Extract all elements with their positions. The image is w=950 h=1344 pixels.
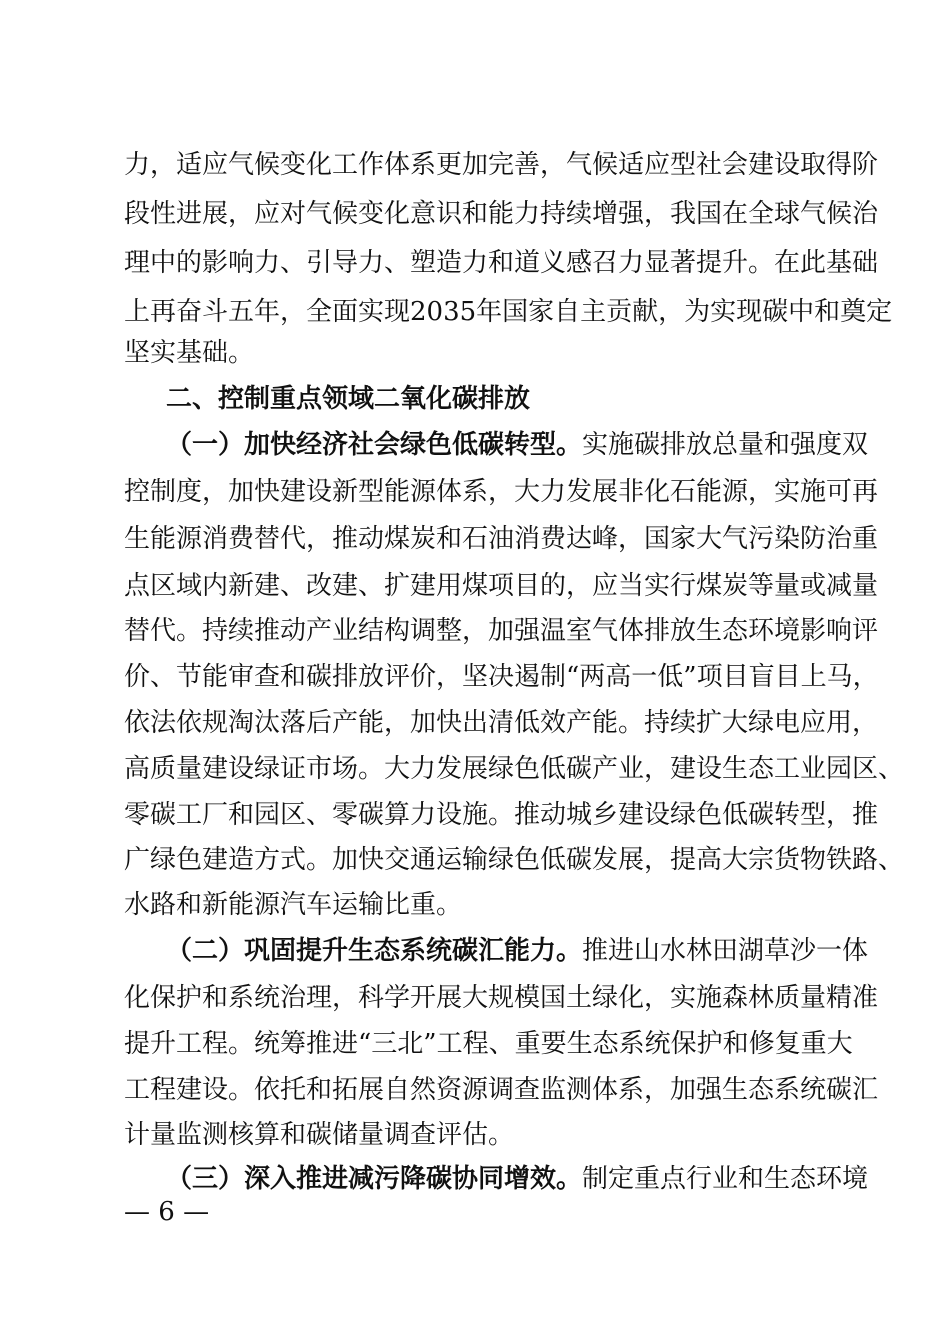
paragraph-line: 提升工程。统筹推进“三北”工程、重要生态系统保护和修复重大 [124, 1029, 853, 1059]
subsection-first-line [166, 934, 869, 968]
paragraph-line: 零碳工厂和园区、零碳算力设施。推动城乡建设绿色低碳转型，推 [124, 800, 879, 830]
paragraph-line: 生能源消费替代，推动煤炭和石油消费达峰，国家大气污染防治重 [124, 524, 879, 554]
paragraph-line: 化保护和系统治理，科学开展大规模国土绿化，实施森林质量精准 [124, 983, 879, 1013]
paragraph-line: 力，适应气候变化工作体系更加完善，气候适应型社会建设取得阶 [124, 150, 879, 180]
page-number: — 6 — [124, 1197, 210, 1227]
paragraph-line: 依法依规淘汰落后产能，加快出清低效产能。持续扩大绿电应用， [124, 708, 879, 738]
paragraph-line: 水路和新能源汽车运输比重。 [124, 890, 463, 920]
paragraph-line: 上再奋斗五年，全面实现2035年国家自主贡献，为实现碳中和奠定 [124, 297, 893, 327]
subsection-text: 实施碳排放总量和强度双 [582, 430, 869, 460]
subsection-first-line [166, 428, 869, 462]
paragraph-line: 替代。持续推动产业结构调整，加强温室气体排放生态环境影响评 [124, 616, 879, 646]
paragraph-line: 广绿色建造方式。加快交通运输绿色低碳发展，提高大宗货物铁路、 [124, 845, 905, 875]
section-heading: 二、控制重点领域二氧化碳排放 [166, 384, 531, 414]
subsection-first-line [166, 1162, 869, 1196]
paragraph-line: 价、节能审查和碳排放评价，坚决遏制“两高一低”项目盲目上马， [124, 662, 879, 692]
subsection-text: 制定重点行业和生态环境 [582, 1164, 869, 1194]
paragraph-line: 理中的影响力、引导力、塑造力和道义感召力显著提升。在此基础 [124, 248, 879, 278]
paragraph-line: 控制度，加快建设新型能源体系，大力发展非化石能源，实施可再 [124, 477, 879, 507]
subsection-title: （二）巩固提升生态系统碳汇能力。 [166, 936, 583, 966]
subsection-title: （一）加快经济社会绿色低碳转型。 [166, 430, 583, 460]
paragraph-line: 计量监测核算和碳储量调查评估。 [124, 1120, 515, 1150]
subsection-text: 推进山水林田湖草沙一体 [582, 936, 869, 966]
paragraph-line: 工程建设。依托和拓展自然资源调查监测体系，加强生态系统碳汇 [124, 1075, 879, 1105]
paragraph-line: 段性进展，应对气候变化意识和能力持续增强，我国在全球气候治 [124, 199, 879, 229]
subsection-title: （三）深入推进减污降碳协同增效。 [166, 1164, 583, 1194]
paragraph-line: 坚实基础。 [124, 338, 255, 368]
paragraph-line: 点区域内新建、改建、扩建用煤项目的，应当实行煤炭等量或减量 [124, 571, 879, 601]
paragraph-line: 高质量建设绿证市场。大力发展绿色低碳产业，建设生态工业园区、 [124, 754, 905, 784]
